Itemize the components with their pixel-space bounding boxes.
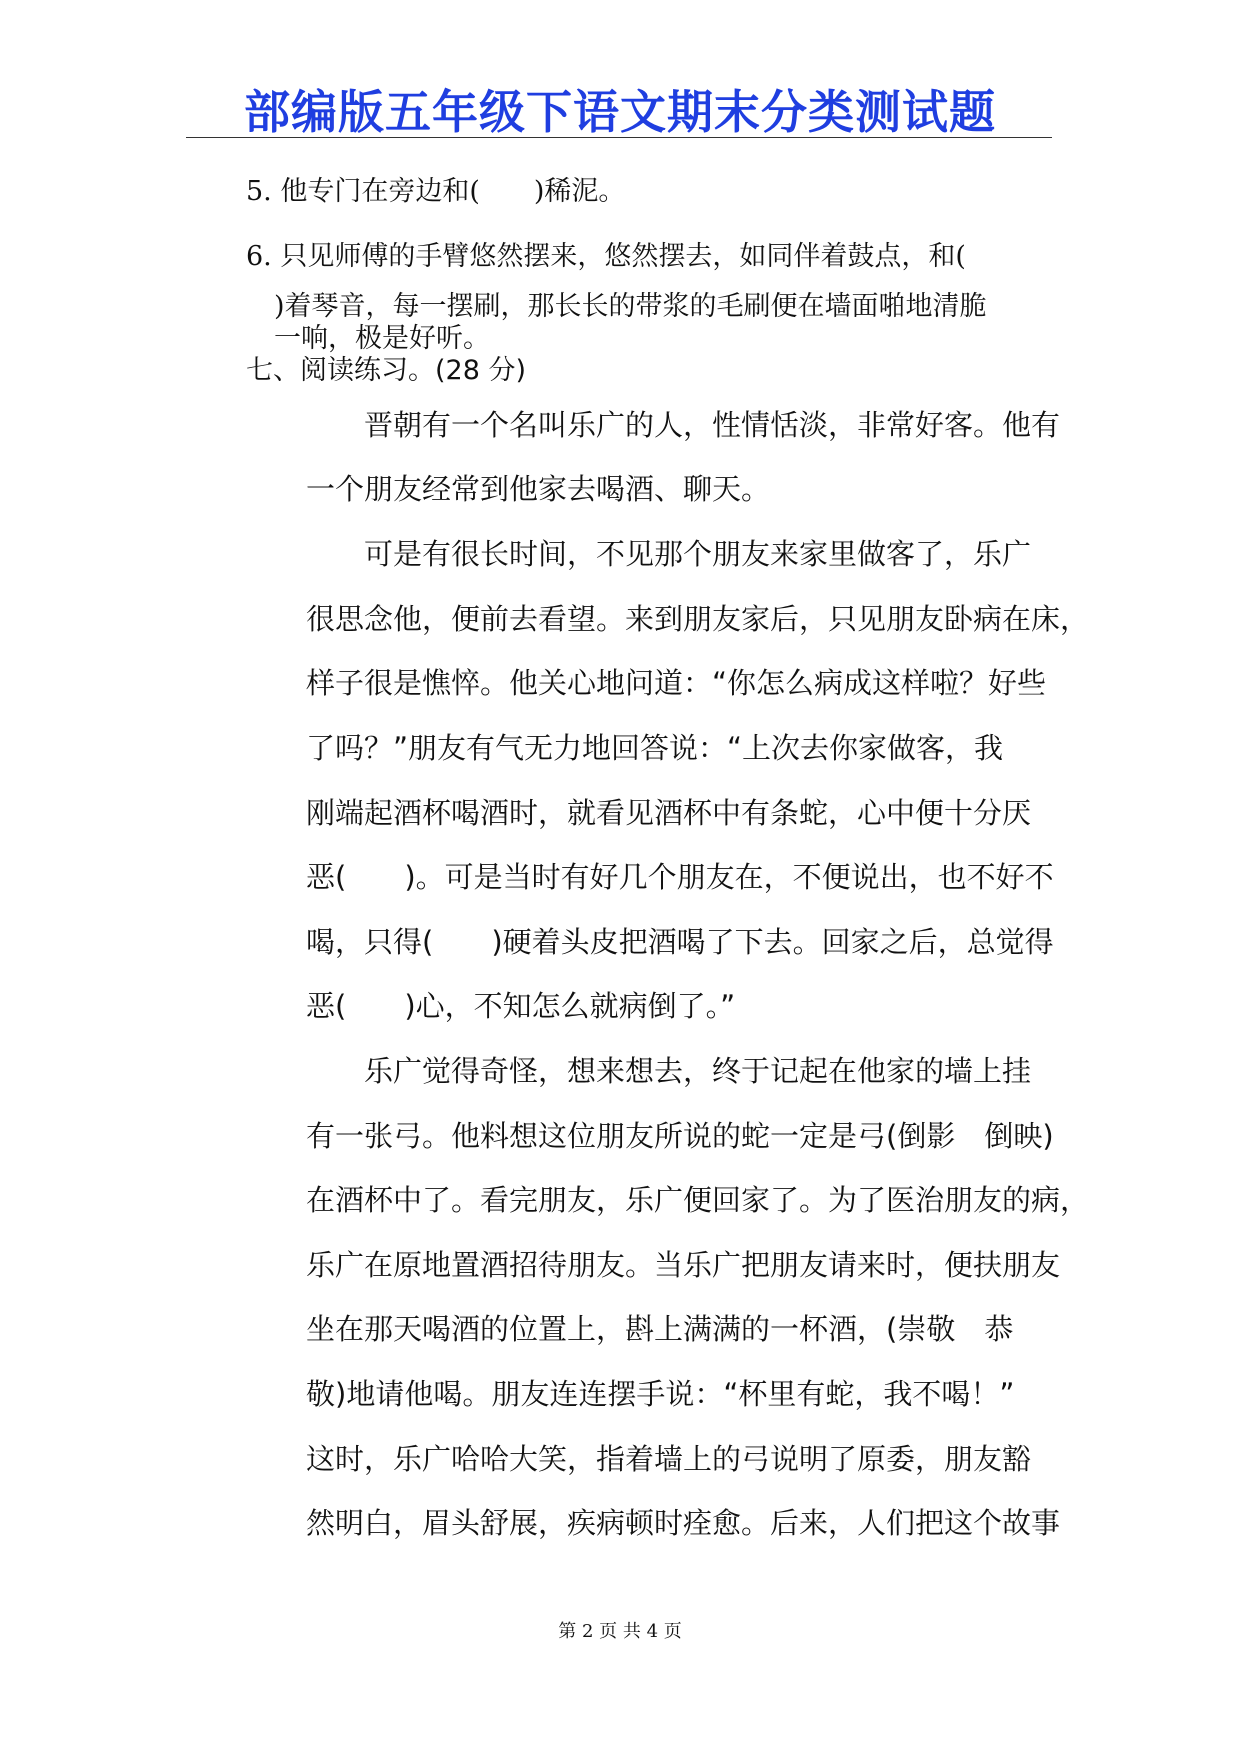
passage-line: 样子很是憔悴。他关心地问道：“你怎么病成这样啦？好些 [306,666,1047,700]
question-6: 6. 只见师傅的手臂悠然摆来，悠然摆去，如同伴着鼓点，和( [246,241,966,272]
passage-line: 坐在那天喝酒的位置上，斟上满满的一杯酒，(崇敬 恭 [306,1312,1014,1346]
page-number: 第 2 页 共 4 页 [558,1621,682,1642]
passage-line: 晋朝有一个名叫乐广的人，性情恬淡，非常好客。他有 [306,408,1061,442]
passage-line: 乐广在原地置酒招待朋友。当乐广把朋友请来时，便扶朋友 [306,1248,1061,1282]
passage-line: 了吗？”朋友有气无力地回答说：“上次去你家做客，我 [306,731,1004,765]
passage-line: 喝，只得( )硬着头皮把酒喝了下去。回家之后，总觉得 [306,925,1054,959]
question-5: 5. 他专门在旁边和( )稀泥。 [246,176,626,207]
passage-line: 一个朋友经常到他家去喝酒、聊天。 [306,472,771,506]
passage-line: 很思念他，便前去看望。来到朋友家后，只见朋友卧病在床， [306,602,1090,636]
title-divider [186,137,1052,138]
question-6-line-2: )着琴音，每一摆刷，那长长的带浆的毛刷便在墙面啪地清脆 [274,291,987,322]
passage-line: 这时，乐广哈哈大笑，指着墙上的弓说明了原委，朋友豁 [306,1442,1032,1476]
passage-line: 敬)地请他喝。朋友连连摆手说：“杯里有蛇，我不喝！” [306,1377,1015,1411]
passage-line: 在酒杯中了。看完朋友，乐广便回家了。为了医治朋友的病， [306,1183,1090,1217]
section-heading: 七、阅读练习。(28 分) [246,355,527,386]
passage-line: 乐广觉得奇怪，想来想去，终于记起在他家的墙上挂 [306,1054,1032,1088]
passage-line: 恶( )。可是当时有好几个朋友在，不便说出，也不好不 [306,860,1054,894]
question-6-line-3: 一响，极是好听。 [274,323,490,354]
passage-line: 然明白，眉头舒展，疾病顿时痊愈。后来，人们把这个故事 [306,1506,1061,1540]
passage-line: 恶( )心，不知怎么就病倒了。” [306,989,736,1023]
page-title: 部编版五年级下语文期末分类测试题 [244,85,996,139]
passage-line: 刚端起酒杯喝酒时，就看见酒杯中有条蛇，心中便十分厌 [306,796,1032,830]
passage-line: 有一张弓。他料想这位朋友所说的蛇一定是弓(倒影 倒映) [306,1119,1054,1153]
passage-line: 可是有很长时间，不见那个朋友来家里做客了，乐广 [306,537,1032,571]
